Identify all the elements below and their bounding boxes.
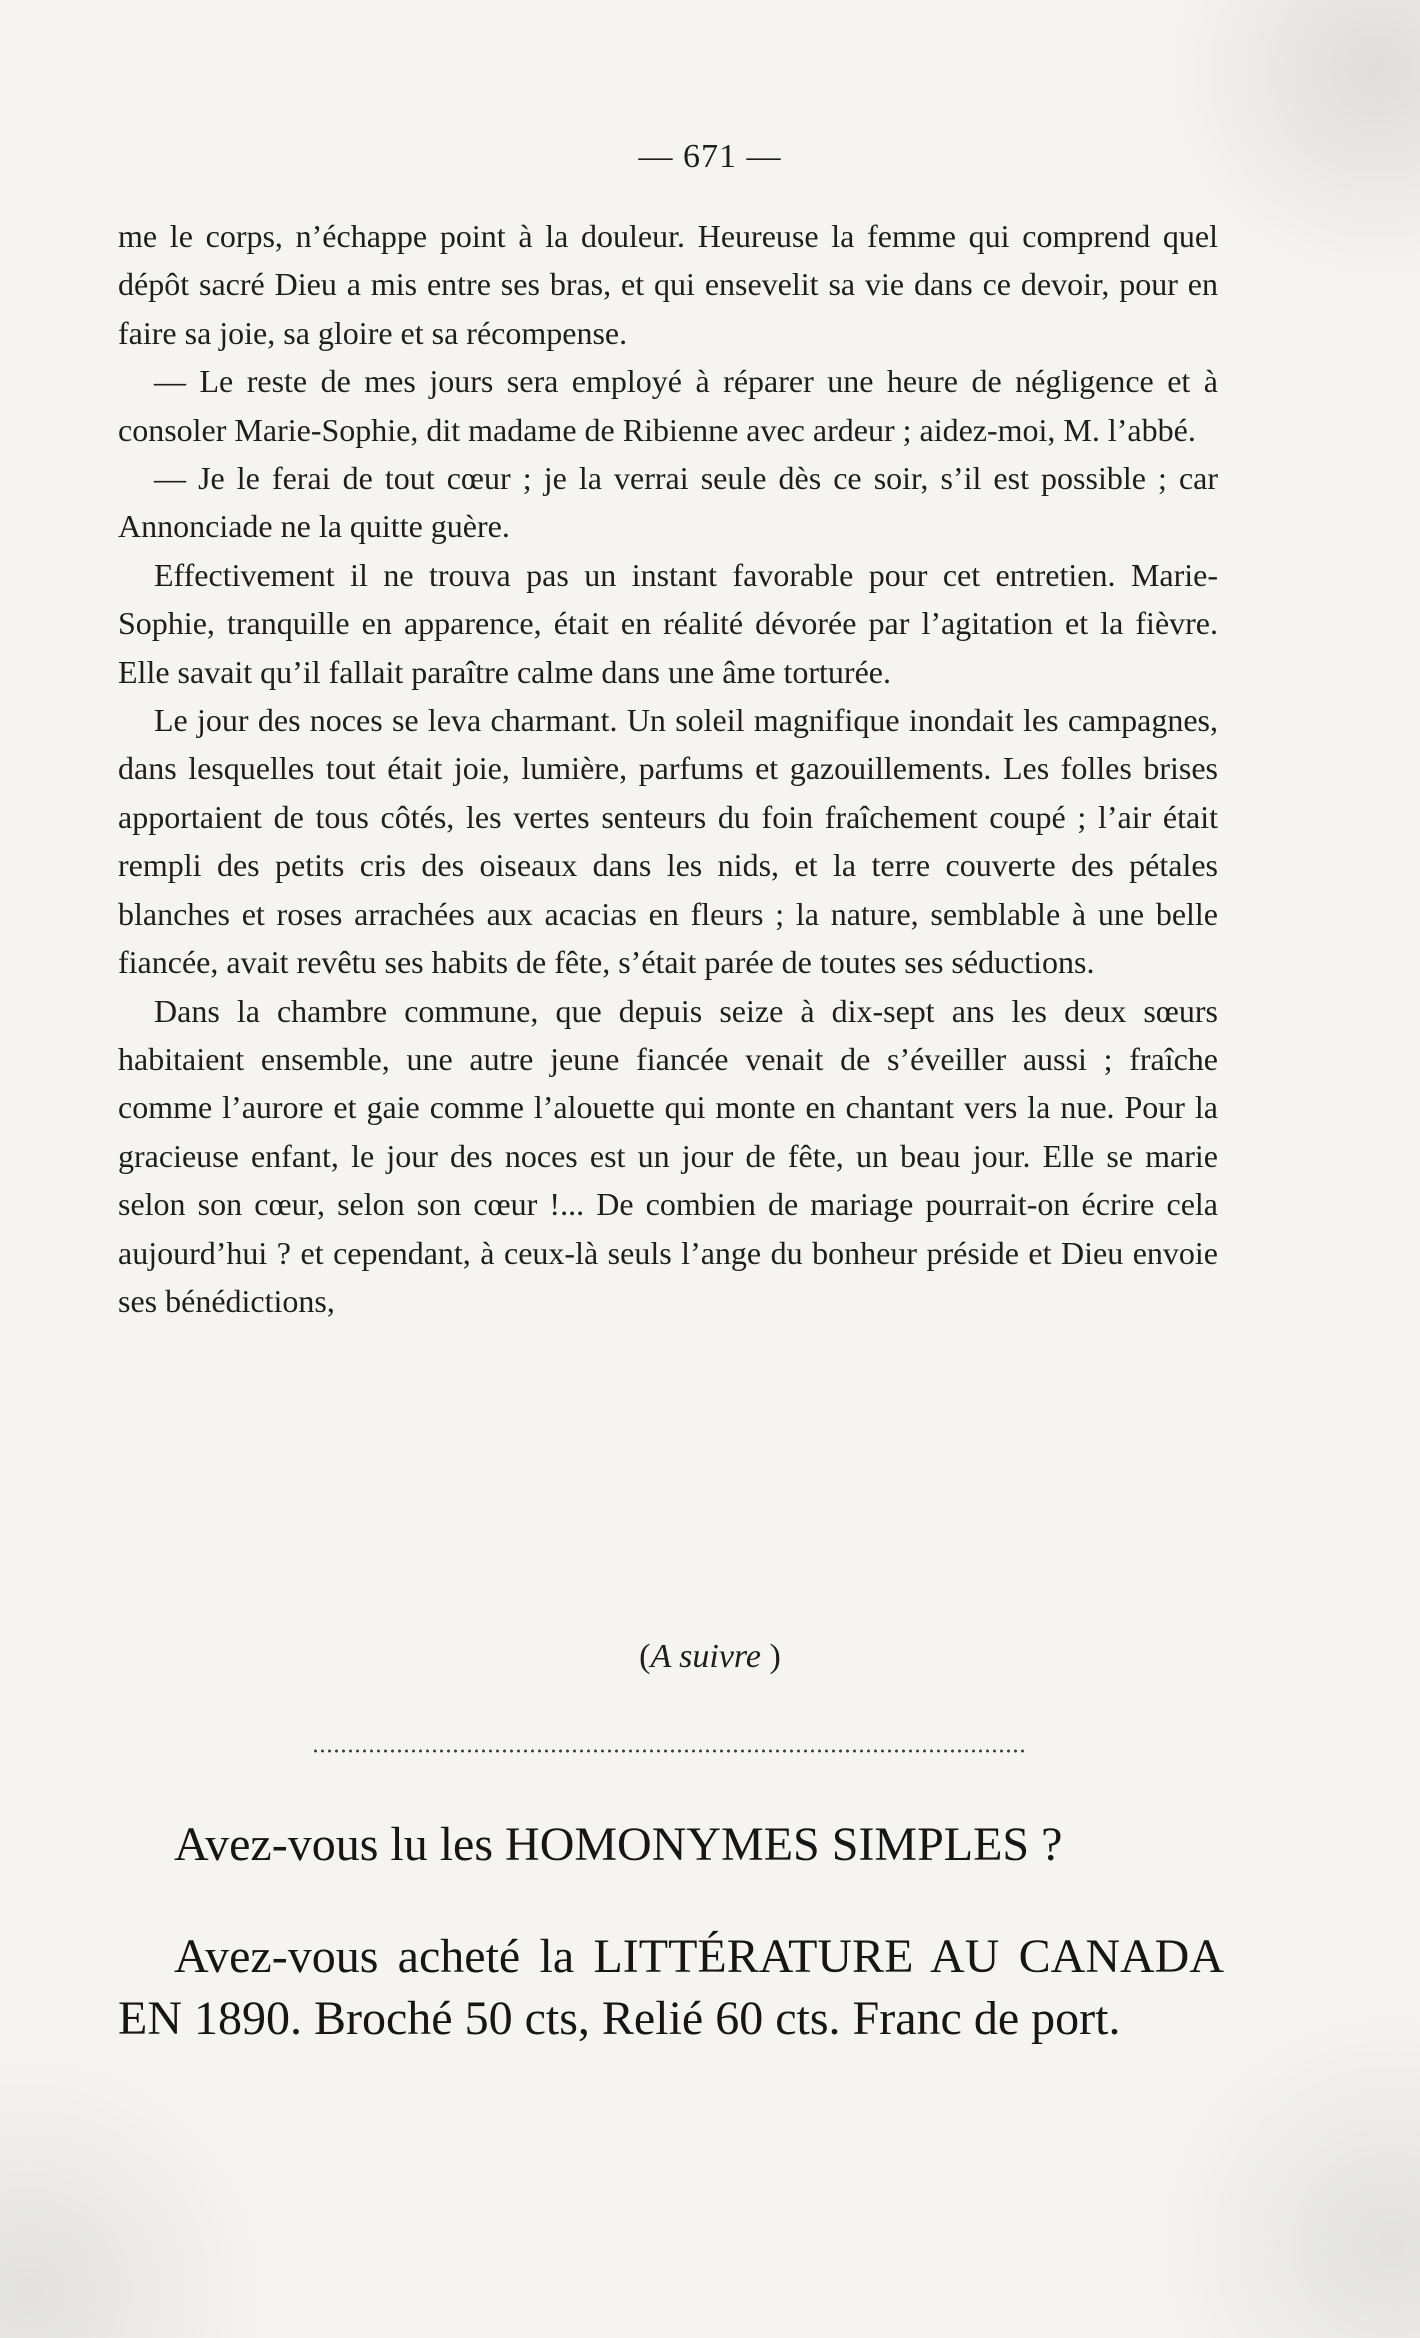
continued-open-paren: ( (639, 1638, 651, 1675)
paragraph-5: Le jour des noces se leva charmant. Un soleil magnifique inondait les campagnes, dans lesquelles tout était joie, lumière, parfums et gazouillements. Les folles brises apportaient de tous côtés, les vertes senteurs du foin fraîchement coupé ; l’air était rempli des petits cris des oiseaux dans les nids, et la terre couverte des pétales blanches et roses arrachées aux acacias en fleurs ; la nature, semblable à une belle fiancée, avait revêtu ses habits de fête, s’était parée de toutes ses séductions. (118, 702, 1218, 981)
paragraph-4: Effectivement il ne trouva pas un instant favorable pour cet entretien. Marie-Sophie, tranquille en apparence, était en réalité dévorée par l’agitation et la fièvre. Elle savait qu’il fallait paraître calme dans une âme torturée. (118, 556, 1218, 690)
dotted-divider (312, 1748, 1024, 1754)
body-text (118, 212, 1218, 1325)
paragraph-2: — Le reste de mes jours sera employé à réparer une heure de négligence et à consoler Marie-Sophie, dit madame de Ribienne avec ardeur ; aidez-moi, M. l’abbé. (118, 363, 1218, 448)
to-be-continued (0, 1638, 1420, 1676)
paragraph-1: me le corps, n’échappe point à la douleur. Heureuse la femme qui comprend quel dépôt sacré Dieu a mis entre ses bras, et qui ensevelit sa vie dans ce devoir, pour en faire sa joie, sa gloire et sa récompense. (118, 218, 1218, 351)
page-number: — 671 — (638, 138, 782, 175)
continued-text: A suivre (650, 1638, 761, 1675)
continued-close-paren: ) (769, 1638, 781, 1675)
paragraph-3: — Je le ferai de tout cœur ; je la verrai seule dès ce soir, s’il est possible ; car Annonciade ne la quitte guère. (118, 460, 1218, 545)
advertisement-homonymes: Avez-vous lu les HOMONYMES SIMPLES ? (174, 1818, 1063, 1871)
paragraph-6: Dans la chambre commune, que depuis seize à dix-sept ans les deux sœurs habitaient ensemble, une autre jeune fiancée venait de s’éveiller aussi ; fraîche comme l’aurore et gaie comme l’alouette qui monte en chantant vers la nue. Pour la gracieuse enfant, le jour des noces est un jour de fête, un beau jour. Elle se marie selon son cœur, selon son cœur !... De combien de mariage pourrait-on écrire cela aujourd’hui ? et cependant, à ceux-là seuls l’ange du bonheur préside et Dieu envoie ses bénédictions, (118, 992, 1218, 1319)
advertisement-litterature: Avez-vous acheté la LITTÉRATURE AU CANADA EN 1890. Broché 50 cts, Relié 60 cts. Franc de port. (118, 1930, 1224, 2045)
